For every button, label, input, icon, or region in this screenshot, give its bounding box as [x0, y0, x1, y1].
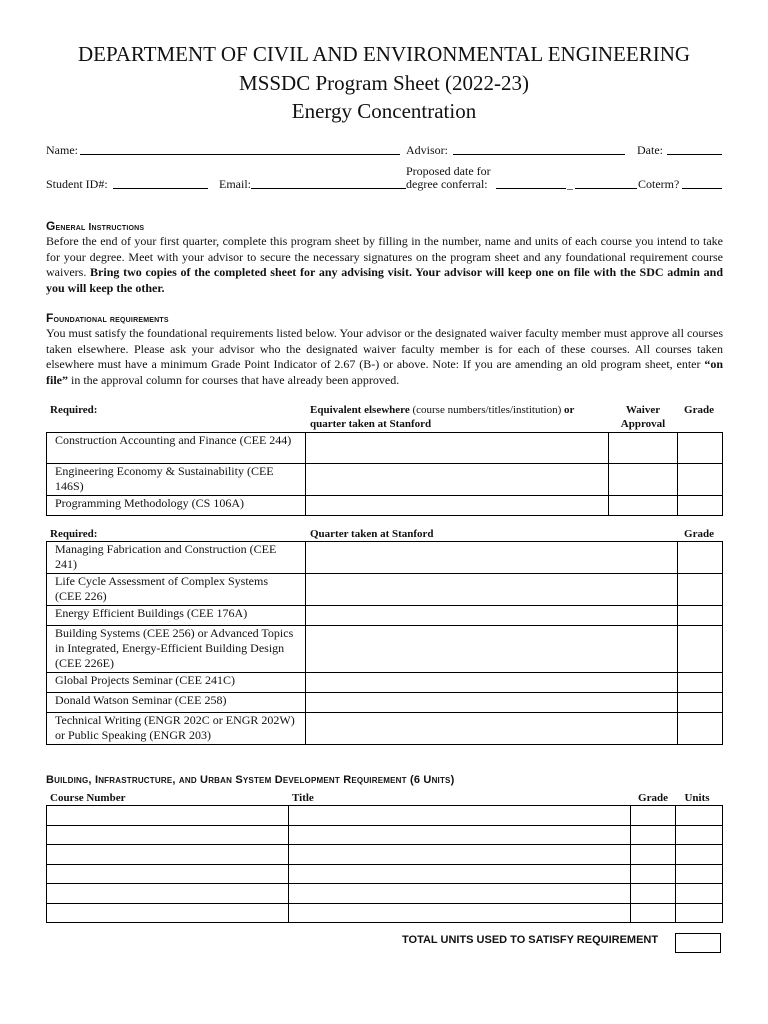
grade-header: Grade [638, 792, 668, 804]
total-units-label: TOTAL UNITS USED TO SATISFY REQUIREMENT [402, 934, 659, 946]
date-field[interactable] [667, 143, 722, 155]
table-row: Life Cycle Assessment of Complex Systems (CEE 226) [47, 574, 306, 606]
grade-cell[interactable] [678, 496, 723, 516]
table-row: Donald Watson Seminar (CEE 258) [47, 693, 306, 713]
table-row: Energy Efficient Buildings (CEE 176A) [47, 606, 306, 626]
units-cell[interactable] [676, 845, 723, 865]
coterm-label: Coterm? [638, 177, 680, 191]
table1-required-header: Required: [50, 404, 98, 416]
units-header: Units [684, 792, 710, 804]
quarter-cell[interactable] [305, 713, 677, 745]
grade-cell[interactable] [678, 464, 723, 496]
advisor-label: Advisor: [406, 143, 448, 157]
conferral-separator: _ [567, 177, 573, 191]
course-number-cell[interactable] [47, 903, 289, 923]
grade-cell[interactable] [631, 845, 676, 865]
table-row: Programming Methodology (CS 106A) [47, 496, 306, 516]
quarter-cell[interactable] [305, 673, 677, 693]
proposed-date-label: Proposed date for [406, 164, 491, 178]
grade-cell[interactable] [631, 806, 676, 826]
title-cell[interactable] [288, 864, 630, 884]
conferral-year-field[interactable] [575, 177, 637, 189]
coterm-field[interactable] [682, 177, 722, 189]
total-units-field[interactable] [675, 933, 721, 953]
name-field[interactable] [80, 143, 400, 155]
grade-cell[interactable] [678, 693, 723, 713]
quarter-cell[interactable] [305, 574, 677, 606]
advisor-field[interactable] [453, 143, 625, 155]
units-cell[interactable] [676, 884, 723, 904]
table1-grade-header: Grade [684, 404, 714, 416]
title-cell[interactable] [288, 825, 630, 845]
program-title: MSSDC Program Sheet (2022-23) [239, 71, 529, 95]
concentration-title: Energy Concentration [291, 99, 477, 123]
table-row: Technical Writing (ENGR 202C or ENGR 202W) or Public Speaking (ENGR 203) [47, 713, 306, 745]
general-instructions-text: Before the end of your first quarter, complete this program sheet by filling in the number, name and units of each course you intend to take for your degree. Meet with your advisor to secure the necessary signatures on the program sheet and any foundational requirement course waivers. Bring two copies of the completed sheet for any advising visit. Your advisor will keep one on file with the SDC admin and you will keep the other. [46, 234, 723, 295]
table-row: Construction Accounting and Finance (CEE 244) [47, 433, 306, 464]
quarter-cell[interactable] [305, 542, 677, 574]
date-label: Date: [637, 143, 663, 157]
course-number-cell[interactable] [47, 825, 289, 845]
equivalent-cell[interactable] [305, 464, 608, 496]
grade-cell[interactable] [678, 574, 723, 606]
title-cell[interactable] [288, 903, 630, 923]
grade-cell[interactable] [678, 542, 723, 574]
course-number-cell[interactable] [47, 864, 289, 884]
waiver-cell[interactable] [609, 433, 678, 464]
grade-cell[interactable] [631, 825, 676, 845]
course-number-cell[interactable] [47, 884, 289, 904]
department-title: DEPARTMENT OF CIVIL AND ENVIRONMENTAL ENGINEERING [77, 42, 691, 66]
degree-conferral-label: degree conferral: [406, 177, 488, 191]
equivalent-cell[interactable] [305, 496, 608, 516]
grade-cell[interactable] [678, 673, 723, 693]
required-courses-table [46, 541, 723, 745]
email-label: Email: [219, 177, 251, 191]
table-row: Global Projects Seminar (CEE 241C) [47, 673, 306, 693]
equivalent-cell[interactable] [305, 433, 608, 464]
units-cell[interactable] [676, 825, 723, 845]
units-cell[interactable] [676, 864, 723, 884]
email-field[interactable] [251, 177, 406, 189]
table2-grade-header: Grade [684, 528, 714, 540]
conferral-quarter-field[interactable] [496, 177, 566, 189]
table-row: Engineering Economy & Sustainability (CEE 146S) [47, 464, 306, 496]
course-number-cell[interactable] [47, 845, 289, 865]
title-header: Title [292, 792, 314, 804]
building-courses-table [46, 805, 723, 923]
waiver-cell[interactable] [609, 496, 678, 516]
grade-cell[interactable] [678, 713, 723, 745]
course-number-cell[interactable] [47, 806, 289, 826]
title-cell[interactable] [288, 806, 630, 826]
grade-cell[interactable] [631, 864, 676, 884]
title-cell[interactable] [288, 845, 630, 865]
grade-cell[interactable] [678, 606, 723, 626]
student-id-field[interactable] [113, 177, 208, 189]
table-row: Building Systems (CEE 256) or Advanced Topics in Integrated, Energy-Efficient Building Design (CEE 226E) [47, 626, 306, 673]
table2-quarter-header: Quarter taken at Stanford [310, 528, 434, 540]
student-id-label: Student ID#: [46, 177, 108, 191]
table2-required-header: Required: [50, 528, 98, 540]
units-cell[interactable] [676, 903, 723, 923]
general-instructions-heading: General Instructions [46, 219, 145, 233]
table1-waiver-header: Waiver Approval [620, 404, 666, 430]
building-requirement-heading: Building, Infrastructure, and Urban System Development Requirement (6 Units) [46, 774, 455, 786]
table-row: Managing Fabrication and Construction (CEE 241) [47, 542, 306, 574]
quarter-cell[interactable] [305, 606, 677, 626]
foundational-text: You must satisfy the foundational requirements listed below. Your advisor or the designated waiver faculty member must approve all courses taken elsewhere. Please ask your advisor who the designated waiver faculty member is for each of these courses. All courses taken elsewhere must have a minimum Grade Point Indicator of 2.67 (B-) or above. Note: If you are amending an old program sheet, enter “on file” in the approval column for courses that have already been approved. [46, 326, 723, 387]
grade-cell[interactable] [631, 884, 676, 904]
name-label: Name: [46, 143, 78, 157]
grade-cell[interactable] [678, 626, 723, 673]
waiver-cell[interactable] [609, 464, 678, 496]
table1-equivalent-header: Equivalent elsewhere (course numbers/titles/institution) or quarter taken at Stanford [310, 404, 575, 430]
foundational-table [46, 432, 723, 516]
quarter-cell[interactable] [305, 693, 677, 713]
units-cell[interactable] [676, 806, 723, 826]
foundational-heading: Foundational requirements [46, 311, 169, 325]
course-number-header: Course Number [50, 792, 126, 804]
title-cell[interactable] [288, 884, 630, 904]
quarter-cell[interactable] [305, 626, 677, 673]
grade-cell[interactable] [678, 433, 723, 464]
grade-cell[interactable] [631, 903, 676, 923]
